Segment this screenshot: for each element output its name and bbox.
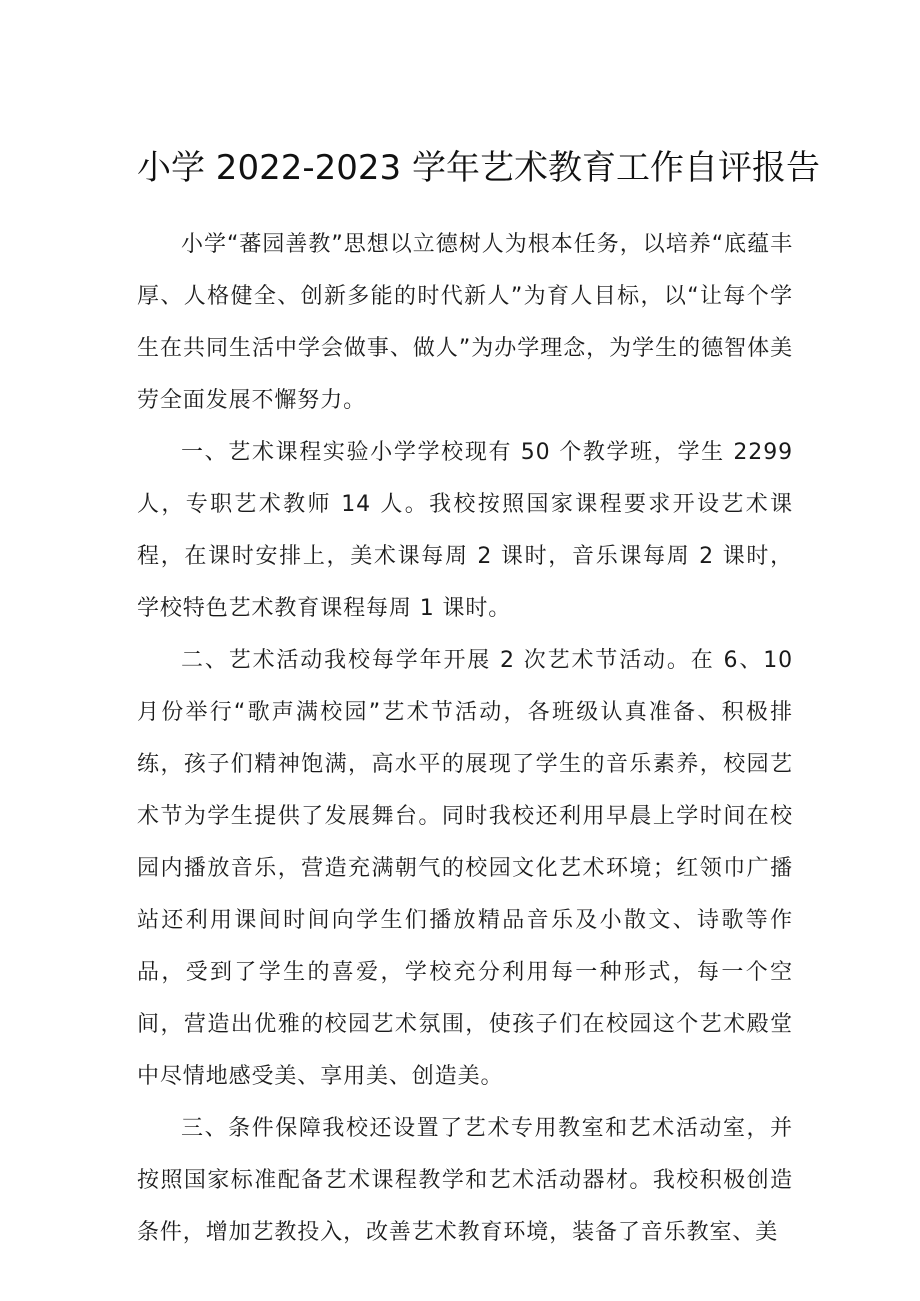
document-body bbox=[137, 219, 793, 1259]
paragraph-intro: 小学“蕃园善教”思想以立德树人为根本任务，以培养“底蕴丰厚、人格健全、创新多能的时代新人”为育人目标，以“让每个学生在共同生活中学会做事、做人”为办学理念，为学生的德智体美劳全面发展不懈努力。 bbox=[137, 232, 793, 413]
paragraph-art-activities: 二、艺术活动我校每学年开展 2 次艺术节活动。在 6、10 月份举行“歌声满校园”艺术节活动，各班级认真准备、积极排练，孩子们精神饱满，高水平的展现了学生的音乐素养，校园艺术节为学生提供了发展舞台。同时我校还利用早晨上学时间在校园内播放音乐，营造充满朝气的校园文化艺术环境；红领巾广播站还利用课间时间向学生们播放精品音乐及小散文、诗歌等作品，受到了学生的喜爱，学校充分利用每一种形式，每一个空间，营造出优雅的校园艺术氛围，使孩子们在校园这个艺术殿堂中尽情地感受美、享用美、创造美。 bbox=[137, 648, 793, 1089]
document-title: 小学 2022-2023 学年艺术教育工作自评报告 bbox=[137, 148, 820, 188]
paragraph-conditions: 三、条件保障我校还设置了艺术专用教室和艺术活动室，并按照国家标准配备艺术课程教学和艺术活动器材。我校积极创造条件，增加艺教投入，改善艺术教育环境，装备了音乐教室、美 bbox=[137, 1116, 793, 1245]
paragraph-art-curriculum: 一、艺术课程实验小学学校现有 50 个教学班，学生 2299 人，专职艺术教师 14 人。我校按照国家课程要求开设艺术课程，在课时安排上，美术课每周 2 课时，音乐课每周 2 课时，学校特色艺术教育课程每周 1 课时。 bbox=[137, 440, 793, 621]
